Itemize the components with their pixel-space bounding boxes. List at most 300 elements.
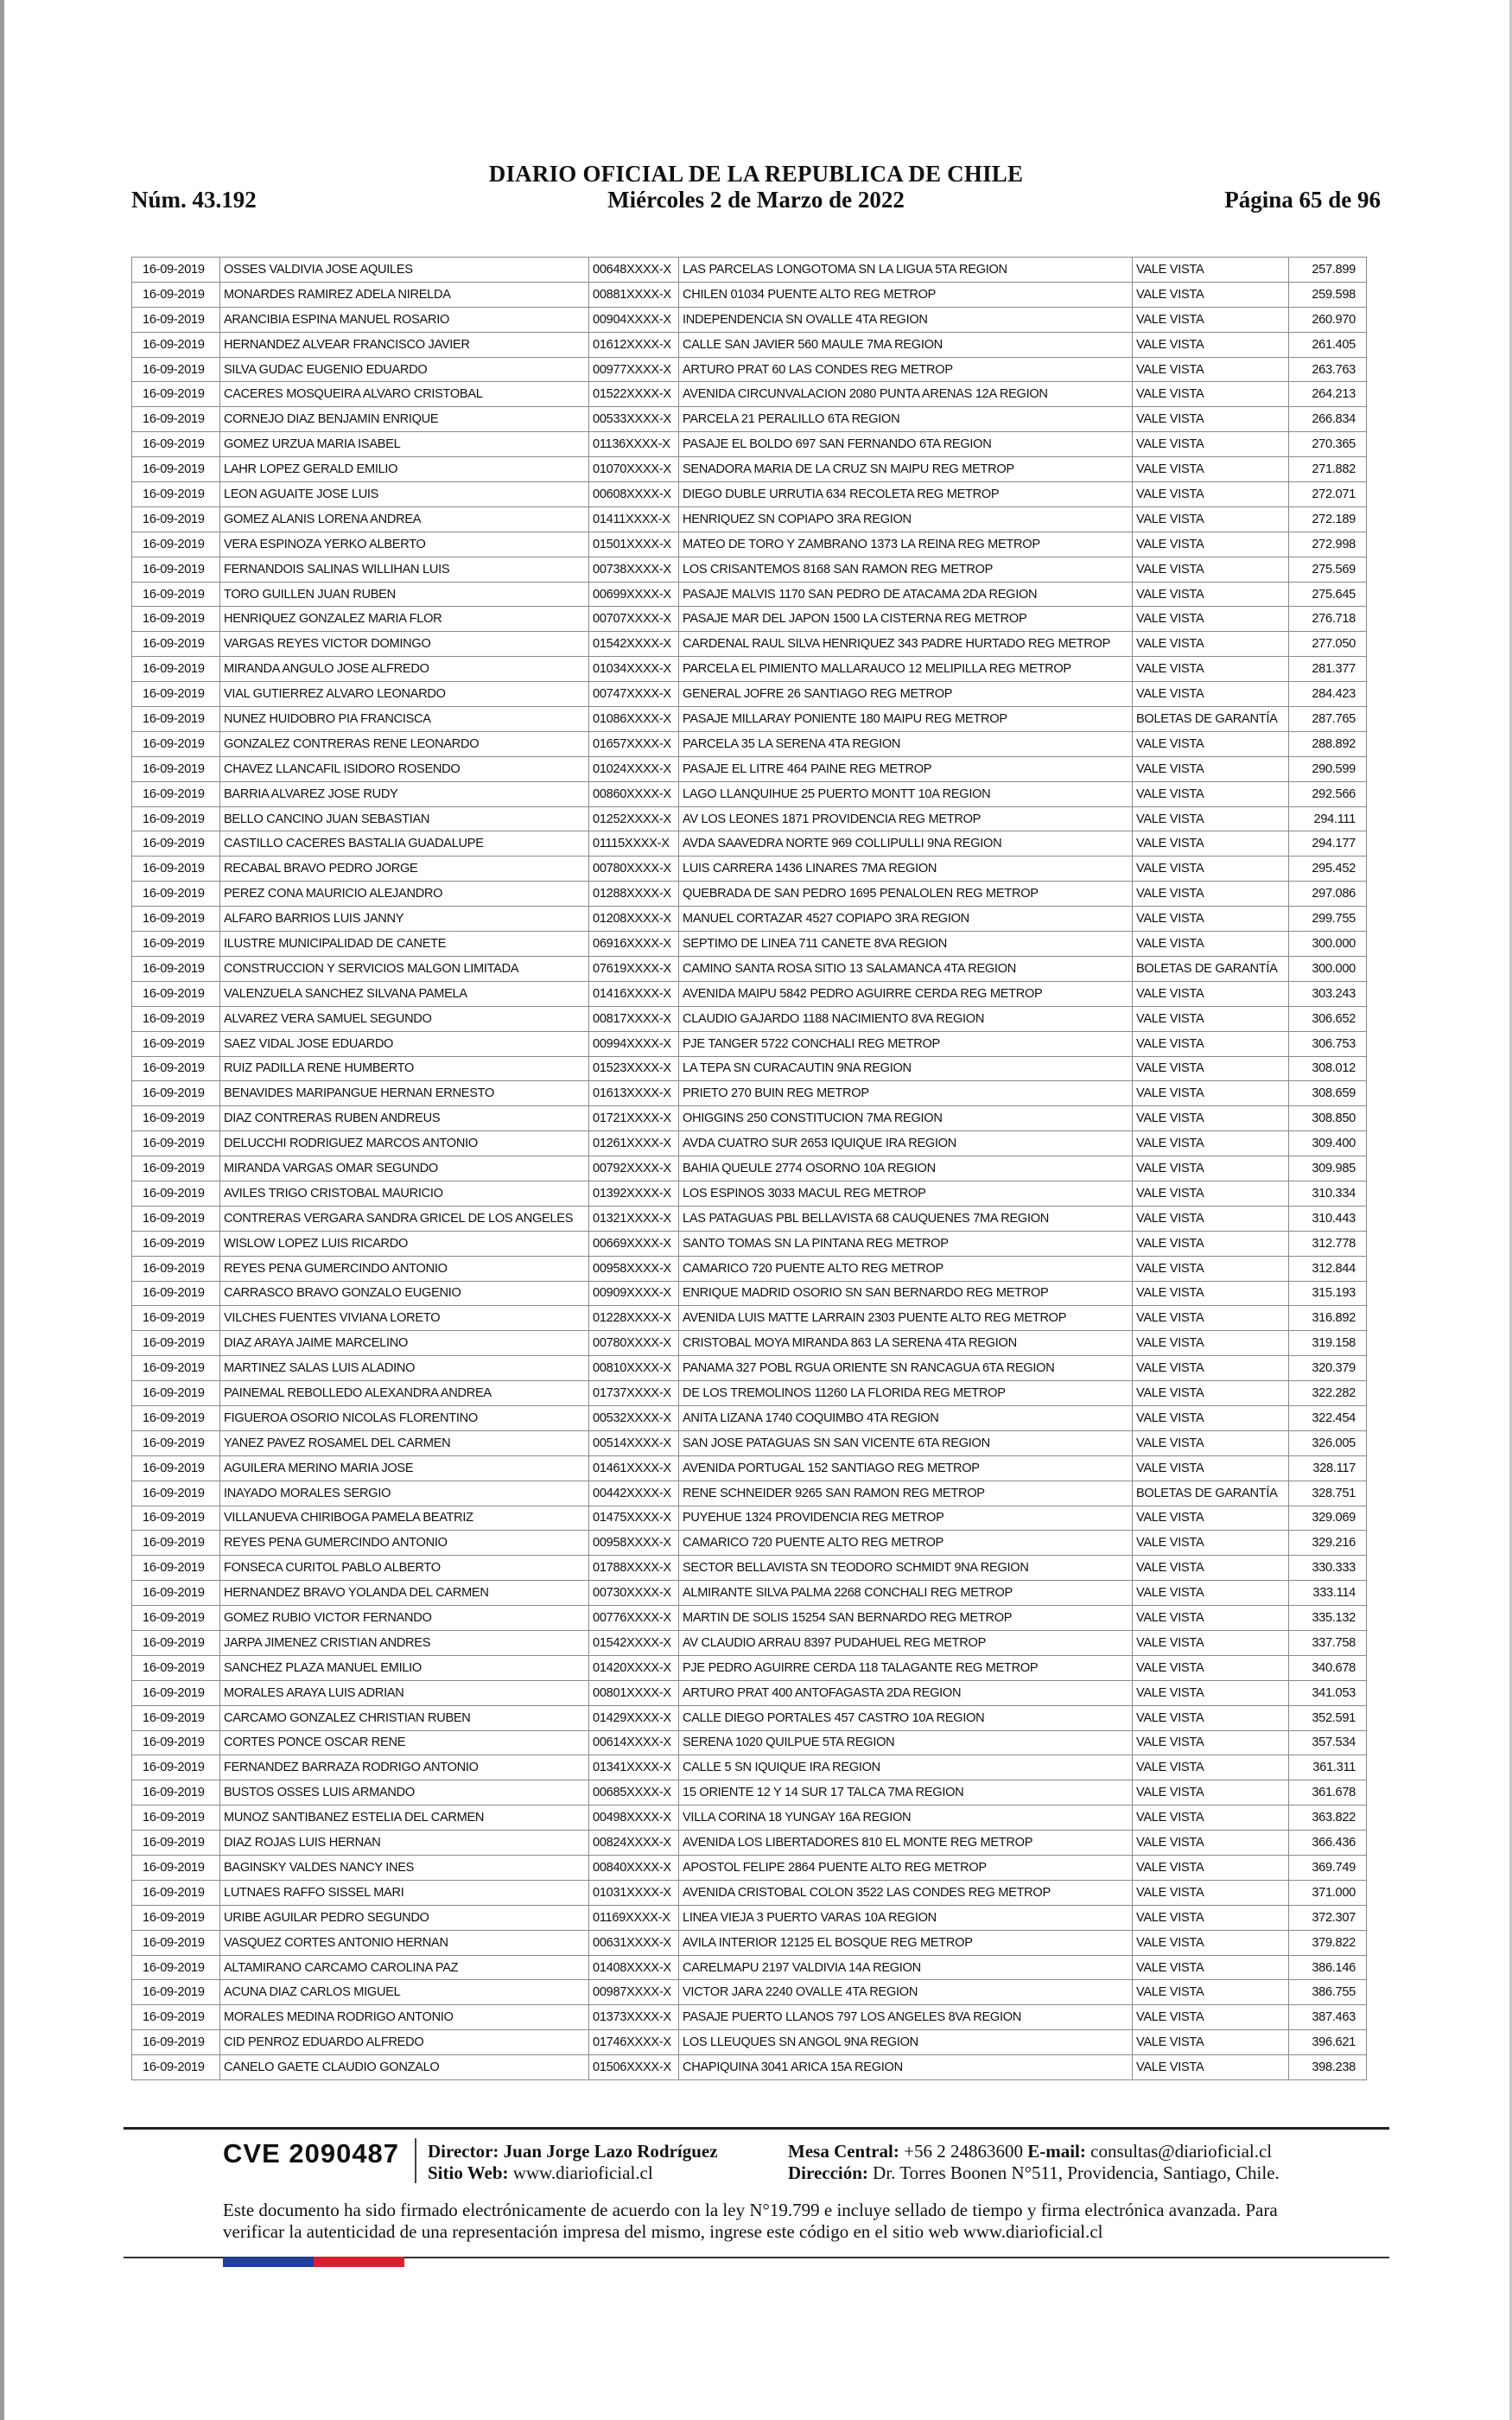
cell-address: AVILA INTERIOR 12125 EL BOSQUE REG METROP [679, 1930, 1133, 1955]
cell-document-type: VALE VISTA [1133, 2005, 1289, 2030]
records-table [131, 257, 1367, 2080]
cell-address: SECTOR BELLAVISTA SN TEODORO SCHMIDT 9NA REGION [679, 1556, 1133, 1581]
cell-document-type: VALE VISTA [1133, 1381, 1289, 1406]
cell-date: 16-09-2019 [132, 1455, 220, 1481]
table-row [132, 1705, 1367, 1730]
cell-amount: 329.069 [1289, 1506, 1367, 1531]
address-label: Dirección: [788, 2162, 868, 2183]
cell-date: 16-09-2019 [132, 1430, 220, 1455]
table-row [132, 307, 1367, 332]
cell-date: 16-09-2019 [132, 1331, 220, 1356]
table-row [132, 1106, 1367, 1131]
cell-date: 16-09-2019 [132, 932, 220, 957]
table-row [132, 1556, 1367, 1581]
cell-amount: 330.333 [1289, 1556, 1367, 1581]
cell-amount: 294.177 [1289, 831, 1367, 857]
table-row [132, 1880, 1367, 1905]
table-row [132, 532, 1367, 557]
cell-amount: 303.243 [1289, 981, 1367, 1006]
cell-address: LINEA VIEJA 3 PUERTO VARAS 10A REGION [679, 1905, 1133, 1930]
cell-amount: 361.678 [1289, 1780, 1367, 1805]
cell-name: HENRIQUEZ GONZALEZ MARIA FLOR [220, 607, 589, 632]
table-row [132, 1281, 1367, 1306]
cell-rut: 00958XXXX-X [589, 1531, 679, 1556]
cell-address: VILLA CORINA 18 YUNGAY 16A REGION [679, 1805, 1133, 1831]
cell-amount: 300.000 [1289, 956, 1367, 981]
table-row [132, 981, 1367, 1006]
cell-address: RENE SCHNEIDER 9265 SAN RAMON REG METROP [679, 1481, 1133, 1506]
cell-name: CONTRERAS VERGARA SANDRA GRICEL DE LOS ANGELES [220, 1206, 589, 1231]
cell-rut: 01070XXXX-X [589, 457, 679, 482]
cell-rut: 01542XXXX-X [589, 1630, 679, 1655]
cell-document-type: VALE VISTA [1133, 682, 1289, 707]
cell-date: 16-09-2019 [132, 1955, 220, 1980]
cell-amount: 328.751 [1289, 1481, 1367, 1506]
cell-date: 16-09-2019 [132, 557, 220, 582]
cell-address: SEPTIMO DE LINEA 711 CANETE 8VA REGION [679, 932, 1133, 957]
cell-name: GONZALEZ CONTRERAS RENE LEONARDO [220, 731, 589, 756]
cell-rut: 01086XXXX-X [589, 707, 679, 732]
publication-title: DIARIO OFICIAL DE LA REPUBLICA DE CHILE [488, 161, 1024, 187]
cell-amount: 319.158 [1289, 1331, 1367, 1356]
table-row [132, 582, 1367, 607]
cell-name: GOMEZ URZUA MARIA ISABEL [220, 432, 589, 457]
cell-document-type: VALE VISTA [1133, 1831, 1289, 1856]
cell-date: 16-09-2019 [132, 258, 220, 283]
cell-date: 16-09-2019 [132, 1755, 220, 1780]
cell-name: ALTAMIRANO CARCAMO CAROLINA PAZ [220, 1955, 589, 1980]
cell-document-type: VALE VISTA [1133, 532, 1289, 557]
cell-address: PASAJE PUERTO LLANOS 797 LOS ANGELES 8VA REGION [679, 2005, 1133, 2030]
cell-address: AVENIDA LUIS MATTE LARRAIN 2303 PUENTE ALTO REG METROP [679, 1306, 1133, 1331]
cell-rut: 01429XXXX-X [589, 1705, 679, 1730]
issue-number: Núm. 43.192 [131, 187, 257, 213]
cell-document-type: VALE VISTA [1133, 657, 1289, 682]
table-row [132, 1181, 1367, 1206]
cell-document-type: VALE VISTA [1133, 382, 1289, 407]
cell-document-type: VALE VISTA [1133, 1031, 1289, 1056]
cell-name: VARGAS REYES VICTOR DOMINGO [220, 632, 589, 657]
cell-date: 16-09-2019 [132, 1156, 220, 1181]
table-row [132, 1031, 1367, 1056]
cell-rut: 00994XXXX-X [589, 1031, 679, 1056]
table-row [132, 332, 1367, 357]
cell-rut: 00776XXXX-X [589, 1606, 679, 1631]
cell-amount: 312.844 [1289, 1256, 1367, 1281]
cell-address: QUEBRADA DE SAN PEDRO 1695 PENALOLEN REG METROP [679, 882, 1133, 907]
cell-document-type: VALE VISTA [1133, 1206, 1289, 1231]
cell-date: 16-09-2019 [132, 532, 220, 557]
table-row [132, 1455, 1367, 1481]
cell-rut: 00958XXXX-X [589, 1256, 679, 1281]
cell-document-type: VALE VISTA [1133, 1730, 1289, 1755]
cell-date: 16-09-2019 [132, 1930, 220, 1955]
cell-rut: 00738XXXX-X [589, 557, 679, 582]
cell-document-type: VALE VISTA [1133, 332, 1289, 357]
cell-date: 16-09-2019 [132, 1031, 220, 1056]
cell-rut: 01115XXXX-X [589, 831, 679, 857]
cell-name: VERA ESPINOZA YERKO ALBERTO [220, 532, 589, 557]
cell-document-type: VALE VISTA [1133, 731, 1289, 756]
cell-amount: 328.117 [1289, 1455, 1367, 1481]
address-line [788, 2162, 1280, 2184]
cell-name: BAGINSKY VALDES NANCY INES [220, 1856, 589, 1881]
cell-name: YANEZ PAVEZ ROSAMEL DEL CARMEN [220, 1430, 589, 1455]
cell-date: 16-09-2019 [132, 1606, 220, 1631]
cell-address: ALMIRANTE SILVA PALMA 2268 CONCHALI REG METROP [679, 1581, 1133, 1606]
email-label: E-mail: [1027, 2141, 1086, 2162]
cell-document-type: VALE VISTA [1133, 857, 1289, 882]
cell-name: VIAL GUTIERREZ ALVARO LEONARDO [220, 682, 589, 707]
contact-line [788, 2141, 1280, 2162]
cell-address: MATEO DE TORO Y ZAMBRANO 1373 LA REINA REG METROP [679, 532, 1133, 557]
director-line [428, 2141, 718, 2162]
cell-amount: 387.463 [1289, 2005, 1367, 2030]
table-row [132, 607, 1367, 632]
cell-document-type: VALE VISTA [1133, 258, 1289, 283]
cell-amount: 398.238 [1289, 2055, 1367, 2080]
cell-document-type: VALE VISTA [1133, 1281, 1289, 1306]
cell-date: 16-09-2019 [132, 2030, 220, 2055]
cell-date: 16-09-2019 [132, 1481, 220, 1506]
cell-address: LOS LLEUQUES SN ANGOL 9NA REGION [679, 2030, 1133, 2055]
cell-rut: 00792XXXX-X [589, 1156, 679, 1181]
cell-document-type: VALE VISTA [1133, 582, 1289, 607]
cell-date: 16-09-2019 [132, 382, 220, 407]
cell-amount: 386.755 [1289, 1980, 1367, 2005]
cell-date: 16-09-2019 [132, 307, 220, 332]
cell-name: MARTINEZ SALAS LUIS ALADINO [220, 1356, 589, 1381]
cell-address: 15 ORIENTE 12 Y 14 SUR 17 TALCA 7MA REGION [679, 1780, 1133, 1805]
cell-amount: 333.114 [1289, 1581, 1367, 1606]
cell-document-type: BOLETAS DE GARANTÍA [1133, 956, 1289, 981]
cell-amount: 340.678 [1289, 1655, 1367, 1680]
table-row [132, 1356, 1367, 1381]
cell-address: GENERAL JOFRE 26 SANTIAGO REG METROP [679, 682, 1133, 707]
cve-code: CVE 2090487 [223, 2138, 400, 2168]
cell-document-type: VALE VISTA [1133, 806, 1289, 831]
cell-document-type: VALE VISTA [1133, 1980, 1289, 2005]
cell-rut: 00631XXXX-X [589, 1930, 679, 1955]
cell-date: 16-09-2019 [132, 1655, 220, 1680]
cell-document-type: VALE VISTA [1133, 1331, 1289, 1356]
table-row [132, 432, 1367, 457]
table-row [132, 1381, 1367, 1406]
table-row [132, 1506, 1367, 1531]
cell-date: 16-09-2019 [132, 756, 220, 781]
table-row [132, 682, 1367, 707]
cell-amount: 300.000 [1289, 932, 1367, 957]
table-row [132, 1856, 1367, 1881]
cell-amount: 277.050 [1289, 632, 1367, 657]
cell-rut: 00780XXXX-X [589, 1331, 679, 1356]
table-row [132, 1430, 1367, 1455]
cell-address: AVENIDA LOS LIBERTADORES 810 EL MONTE REG METROP [679, 1831, 1133, 1856]
cell-name: TORO GUILLEN JUAN RUBEN [220, 582, 589, 607]
cell-date: 16-09-2019 [132, 632, 220, 657]
cell-address: HENRIQUEZ SN COPIAPO 3RA REGION [679, 506, 1133, 532]
cell-name: DIAZ CONTRERAS RUBEN ANDREUS [220, 1106, 589, 1131]
header-center [130, 161, 1382, 213]
table-row [132, 907, 1367, 932]
address-value: Dr. Torres Boonen N°511, Providencia, Santiago, Chile. [873, 2162, 1280, 2183]
cell-address: PARCELA 35 LA SERENA 4TA REGION [679, 731, 1133, 756]
cell-amount: 299.755 [1289, 907, 1367, 932]
cell-amount: 372.307 [1289, 1905, 1367, 1930]
cell-date: 16-09-2019 [132, 1506, 220, 1531]
cell-date: 16-09-2019 [132, 707, 220, 732]
cell-document-type: VALE VISTA [1133, 1930, 1289, 1955]
table-row [132, 1056, 1367, 1081]
cell-address: SERENA 1020 QUILPUE 5TA REGION [679, 1730, 1133, 1755]
cell-rut: 00498XXXX-X [589, 1805, 679, 1831]
page-number: Página 65 de 96 [1224, 187, 1381, 213]
cell-amount: 264.213 [1289, 382, 1367, 407]
table-row [132, 557, 1367, 582]
cell-document-type: VALE VISTA [1133, 1455, 1289, 1481]
cell-address: BAHIA QUEULE 2774 OSORNO 10A REGION [679, 1156, 1133, 1181]
cell-date: 16-09-2019 [132, 1256, 220, 1281]
table-row [132, 1206, 1367, 1231]
cell-address: APOSTOL FELIPE 2864 PUENTE ALTO REG METROP [679, 1856, 1133, 1881]
cell-rut: 01228XXXX-X [589, 1306, 679, 1331]
cell-date: 16-09-2019 [132, 332, 220, 357]
email-link[interactable]: consultas@diarioficial.cl [1090, 2141, 1273, 2162]
cell-name: OSSES VALDIVIA JOSE AQUILES [220, 258, 589, 283]
cell-name: CANELO GAETE CLAUDIO GONZALO [220, 2055, 589, 2080]
cell-address: AVENIDA CIRCUNVALACION 2080 PUNTA ARENAS 12A REGION [679, 382, 1133, 407]
cell-date: 16-09-2019 [132, 457, 220, 482]
cell-date: 16-09-2019 [132, 907, 220, 932]
table-row [132, 956, 1367, 981]
table-row [132, 1930, 1367, 1955]
table-row [132, 282, 1367, 307]
cell-amount: 288.892 [1289, 731, 1367, 756]
cell-rut: 01506XXXX-X [589, 2055, 679, 2080]
cell-date: 16-09-2019 [132, 1680, 220, 1705]
cell-document-type: VALE VISTA [1133, 1531, 1289, 1556]
cell-rut: 00909XXXX-X [589, 1281, 679, 1306]
table-row [132, 1680, 1367, 1705]
cell-date: 16-09-2019 [132, 1905, 220, 1930]
cell-document-type: VALE VISTA [1133, 1506, 1289, 1531]
table-row [132, 806, 1367, 831]
table-row [132, 1231, 1367, 1256]
cell-rut: 00860XXXX-X [589, 781, 679, 806]
cell-document-type: VALE VISTA [1133, 2055, 1289, 2080]
cell-rut: 01408XXXX-X [589, 1955, 679, 1980]
cell-name: DELUCCHI RODRIGUEZ MARCOS ANTONIO [220, 1131, 589, 1156]
cell-address: PASAJE MILLARAY PONIENTE 180 MAIPU REG METROP [679, 707, 1133, 732]
flag-stripe-red [314, 2257, 404, 2267]
cell-date: 16-09-2019 [132, 1856, 220, 1881]
cell-name: ARANCIBIA ESPINA MANUEL ROSARIO [220, 307, 589, 332]
cell-address: LOS CRISANTEMOS 8168 SAN RAMON REG METROP [679, 557, 1133, 582]
table-row [132, 1805, 1367, 1831]
cell-address: AVENIDA PORTUGAL 152 SANTIAGO REG METROP [679, 1455, 1133, 1481]
cell-rut: 01788XXXX-X [589, 1556, 679, 1581]
cell-amount: 312.778 [1289, 1231, 1367, 1256]
cell-rut: 00707XXXX-X [589, 607, 679, 632]
table-row [132, 1131, 1367, 1156]
records-table-body [132, 258, 1367, 2080]
cell-amount: 270.365 [1289, 432, 1367, 457]
cell-name: MUNOZ SANTIBANEZ ESTELIA DEL CARMEN [220, 1805, 589, 1831]
cell-address: CARELMAPU 2197 VALDIVIA 14A REGION [679, 1955, 1133, 1980]
cell-amount: 272.189 [1289, 506, 1367, 532]
cell-date: 16-09-2019 [132, 1231, 220, 1256]
cell-name: VILCHES FUENTES VIVIANA LORETO [220, 1306, 589, 1331]
cell-amount: 259.598 [1289, 282, 1367, 307]
cell-address: CAMARICO 720 PUENTE ALTO REG METROP [679, 1531, 1133, 1556]
cell-document-type: VALE VISTA [1133, 607, 1289, 632]
cell-address: LA TEPA SN CURACAUTIN 9NA REGION [679, 1056, 1133, 1081]
cell-address: AVDA SAAVEDRA NORTE 969 COLLIPULLI 9NA REGION [679, 831, 1133, 857]
cell-rut: 01542XXXX-X [589, 632, 679, 657]
cell-document-type: VALE VISTA [1133, 781, 1289, 806]
table-row [132, 932, 1367, 957]
cell-rut: 00514XXXX-X [589, 1430, 679, 1455]
cell-document-type: VALE VISTA [1133, 907, 1289, 932]
cell-document-type: VALE VISTA [1133, 1306, 1289, 1331]
cell-rut: 01612XXXX-X [589, 332, 679, 357]
cell-name: LUTNAES RAFFO SISSEL MARI [220, 1880, 589, 1905]
cell-address: LAS PATAGUAS PBL BELLAVISTA 68 CAUQUENES 7MA REGION [679, 1206, 1133, 1231]
cell-address: ARTURO PRAT 60 LAS CONDES REG METROP [679, 357, 1133, 382]
cell-document-type: VALE VISTA [1133, 1905, 1289, 1930]
cell-name: FIGUEROA OSORIO NICOLAS FLORENTINO [220, 1405, 589, 1430]
cell-address: PASAJE MAR DEL JAPON 1500 LA CISTERNA REG METROP [679, 607, 1133, 632]
cell-amount: 366.436 [1289, 1831, 1367, 1856]
director-name: Juan Jorge Lazo Rodríguez [503, 2141, 718, 2162]
cell-amount: 369.749 [1289, 1856, 1367, 1881]
cell-address: CRISTOBAL MOYA MIRANDA 863 LA SERENA 4TA REGION [679, 1331, 1133, 1356]
cell-address: AVENIDA MAIPU 5842 PEDRO AGUIRRE CERDA REG METROP [679, 981, 1133, 1006]
cell-amount: 363.822 [1289, 1805, 1367, 1831]
cell-address: PASAJE EL BOLDO 697 SAN FERNANDO 6TA REGION [679, 432, 1133, 457]
cell-date: 16-09-2019 [132, 1730, 220, 1755]
cell-amount: 310.334 [1289, 1181, 1367, 1206]
cell-rut: 01261XXXX-X [589, 1131, 679, 1156]
cell-amount: 379.822 [1289, 1930, 1367, 1955]
cell-amount: 275.645 [1289, 582, 1367, 607]
cell-name: CORTES PONCE OSCAR RENE [220, 1730, 589, 1755]
cell-document-type: VALE VISTA [1133, 557, 1289, 582]
cell-date: 16-09-2019 [132, 1281, 220, 1306]
cell-document-type: VALE VISTA [1133, 1705, 1289, 1730]
cell-name: BARRIA ALVAREZ JOSE RUDY [220, 781, 589, 806]
cell-name: CARCAMO GONZALEZ CHRISTIAN RUBEN [220, 1705, 589, 1730]
cell-amount: 309.985 [1289, 1156, 1367, 1181]
cell-rut: 00685XXXX-X [589, 1780, 679, 1805]
cell-document-type: VALE VISTA [1133, 1556, 1289, 1581]
cell-rut: 00904XXXX-X [589, 307, 679, 332]
cell-amount: 276.718 [1289, 607, 1367, 632]
cell-amount: 357.534 [1289, 1730, 1367, 1755]
cell-amount: 361.311 [1289, 1755, 1367, 1780]
cell-address: PJE PEDRO AGUIRRE CERDA 118 TALAGANTE REG METROP [679, 1655, 1133, 1680]
cell-address: CHILEN 01034 PUENTE ALTO REG METROP [679, 282, 1133, 307]
cell-name: FERNANDEZ BARRAZA RODRIGO ANTONIO [220, 1755, 589, 1780]
cell-rut: 00730XXXX-X [589, 1581, 679, 1606]
cell-document-type: VALE VISTA [1133, 1880, 1289, 1905]
table-row [132, 1905, 1367, 1930]
cell-document-type: VALE VISTA [1133, 457, 1289, 482]
table-row [132, 382, 1367, 407]
cell-amount: 257.899 [1289, 258, 1367, 283]
mesa-phone: +56 2 24863600 [904, 2141, 1023, 2162]
cell-rut: 01034XXXX-X [589, 657, 679, 682]
cell-name: HERNANDEZ ALVEAR FRANCISCO JAVIER [220, 332, 589, 357]
cell-rut: 01657XXXX-X [589, 731, 679, 756]
cell-document-type: VALE VISTA [1133, 1655, 1289, 1680]
cell-name: ALVAREZ VERA SAMUEL SEGUNDO [220, 1006, 589, 1031]
cell-document-type: VALE VISTA [1133, 1231, 1289, 1256]
cell-document-type: BOLETAS DE GARANTÍA [1133, 707, 1289, 732]
cell-rut: 00824XXXX-X [589, 1831, 679, 1856]
cell-document-type: VALE VISTA [1133, 282, 1289, 307]
cell-rut: 00533XXXX-X [589, 407, 679, 432]
cell-document-type: VALE VISTA [1133, 1106, 1289, 1131]
cell-name: CORNEJO DIAZ BENJAMIN ENRIQUE [220, 407, 589, 432]
cell-document-type: VALE VISTA [1133, 1356, 1289, 1381]
site-link[interactable]: www.diarioficial.cl [512, 2162, 653, 2183]
cell-document-type: VALE VISTA [1133, 307, 1289, 332]
cell-name: GOMEZ RUBIO VICTOR FERNANDO [220, 1606, 589, 1631]
cell-document-type: VALE VISTA [1133, 357, 1289, 382]
cell-amount: 272.071 [1289, 482, 1367, 507]
cell-date: 16-09-2019 [132, 981, 220, 1006]
site-label: Sitio Web: [428, 2162, 509, 2183]
cell-document-type: VALE VISTA [1133, 1780, 1289, 1805]
cell-name: GOMEZ ALANIS LORENA ANDREA [220, 506, 589, 532]
cell-date: 16-09-2019 [132, 1705, 220, 1730]
table-row [132, 1156, 1367, 1181]
table-row [132, 756, 1367, 781]
cell-amount: 294.111 [1289, 806, 1367, 831]
cell-date: 16-09-2019 [132, 657, 220, 682]
cell-document-type: VALE VISTA [1133, 1430, 1289, 1455]
cell-address: PASAJE EL LITRE 464 PAINE REG METROP [679, 756, 1133, 781]
page-edge-left [0, 0, 4, 2420]
cell-rut: 00747XXXX-X [589, 682, 679, 707]
cell-address: DE LOS TREMOLINOS 11260 LA FLORIDA REG METROP [679, 1381, 1133, 1406]
cell-amount: 322.282 [1289, 1381, 1367, 1406]
cell-document-type: VALE VISTA [1133, 1056, 1289, 1081]
table-row [132, 1755, 1367, 1780]
cell-rut: 00977XXXX-X [589, 357, 679, 382]
cell-address: PARCELA 21 PERALILLO 6TA REGION [679, 407, 1133, 432]
cell-date: 16-09-2019 [132, 1306, 220, 1331]
cell-rut: 01136XXXX-X [589, 432, 679, 457]
table-row [132, 1405, 1367, 1430]
cell-document-type: VALE VISTA [1133, 632, 1289, 657]
cell-amount: 284.423 [1289, 682, 1367, 707]
cell-address: OHIGGINS 250 CONSTITUCION 7MA REGION [679, 1106, 1133, 1131]
cell-rut: 01461XXXX-X [589, 1455, 679, 1481]
cell-amount: 308.659 [1289, 1081, 1367, 1106]
cell-date: 16-09-2019 [132, 731, 220, 756]
cell-amount: 371.000 [1289, 1880, 1367, 1905]
cell-rut: 00810XXXX-X [589, 1356, 679, 1381]
cell-amount: 260.970 [1289, 307, 1367, 332]
cell-address: ANITA LIZANA 1740 COQUIMBO 4TA REGION [679, 1405, 1133, 1430]
cell-name: LEON AGUAITE JOSE LUIS [220, 482, 589, 507]
cell-rut: 00442XXXX-X [589, 1481, 679, 1506]
cell-rut: 00840XXXX-X [589, 1856, 679, 1881]
cell-name: MORALES MEDINA RODRIGO ANTONIO [220, 2005, 589, 2030]
cell-document-type: VALE VISTA [1133, 1131, 1289, 1156]
